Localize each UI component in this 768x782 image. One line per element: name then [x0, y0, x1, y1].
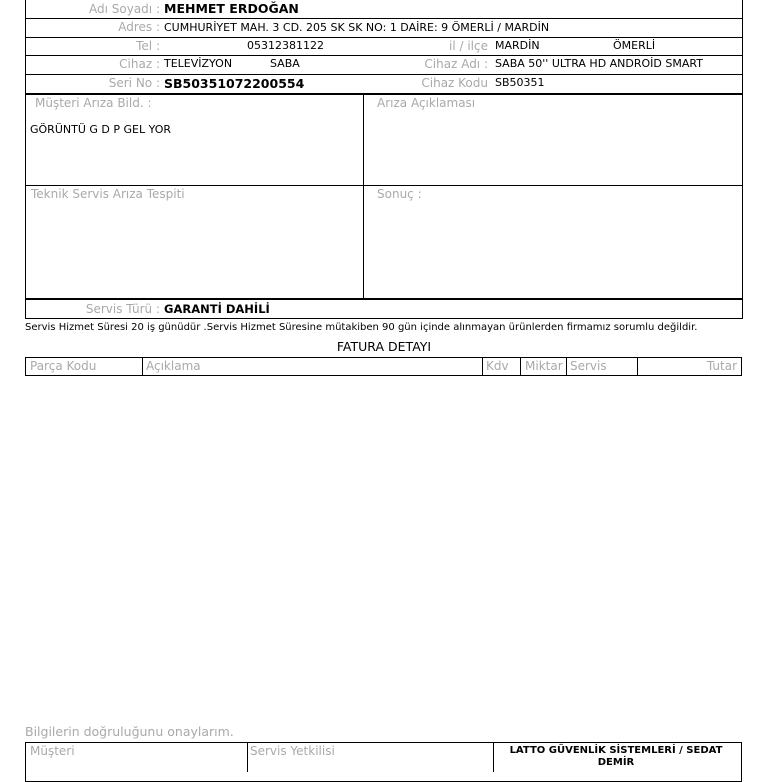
name-label: Adı Soyadı : — [89, 2, 160, 16]
col-part-code: Parça Kodu — [30, 359, 97, 373]
row-divider — [25, 74, 743, 75]
customer-fault-label: Müşteri Arıza Bild. : — [35, 96, 152, 110]
fault-grid-divider — [363, 94, 364, 299]
fault-grid-divider — [25, 185, 743, 186]
phone-label: Tel : — [136, 39, 160, 53]
invoice-col-divider — [482, 357, 483, 376]
customer-fault-text: GÖRÜNTÜ G D P GEL YOR — [30, 123, 172, 136]
customer-phone: 05312381122 — [247, 39, 324, 52]
col-quantity: Miktar — [525, 359, 563, 373]
fault-description-label: Arıza Açıklaması — [377, 96, 476, 110]
customer-city: MARDİN — [495, 39, 540, 52]
invoice-col-divider — [637, 357, 638, 376]
row-divider — [25, 37, 743, 38]
device-code: SB50351 — [495, 76, 545, 89]
device-type-label: Cihaz : — [119, 57, 160, 71]
customer-signature-label: Müşteri — [30, 744, 75, 758]
invoice-col-divider — [566, 357, 567, 376]
device-serial: SB50351072200554 — [164, 76, 305, 91]
company-name: LATTO GÜVENLİK SİSTEMLERİ / SEDAT DEMİR — [509, 745, 723, 768]
service-type-label: Servis Türü : — [85, 302, 160, 316]
invoice-title: FATURA DETAYI — [336, 339, 432, 354]
customer-district: ÖMERLİ — [613, 39, 656, 52]
invoice-col-divider — [520, 357, 521, 376]
city-label: il / ilçe — [449, 39, 488, 53]
device-code-label: Cihaz Kodu — [421, 76, 488, 90]
tech-fault-label: Teknik Servis Arıza Tespiti — [31, 187, 185, 201]
staff-signature-label: Servis Yetkilisi — [250, 744, 335, 758]
customer-address: CUMHURİYET MAH. 3 CD. 205 SK SK NO: 1 DAİRE: 9 ÖMERLİ / MARDİN — [164, 21, 550, 34]
row-divider — [25, 55, 743, 56]
service-notice: Servis Hizmet Süresi 20 iş günüdür .Servis Hizmet Süresine mütakiben 90 gün içinde alınmayan ürünlerden firmamız sorumlu değildir. — [25, 322, 698, 333]
col-vat: Kdv — [486, 359, 509, 373]
invoice-header-row — [25, 357, 742, 376]
device-name: SABA 50'' ULTRA HD ANDROİD SMART — [495, 57, 703, 70]
serial-label: Seri No : — [108, 76, 160, 90]
invoice-col-divider — [142, 357, 143, 376]
device-brand: SABA — [270, 57, 300, 70]
col-description: Açıklama — [146, 359, 201, 373]
service-type: GARANTİ DAHİLİ — [164, 302, 270, 316]
col-total: Tutar — [706, 359, 737, 373]
address-label: Adres : — [118, 20, 160, 34]
col-service: Servis — [570, 359, 607, 373]
row-divider — [25, 18, 743, 19]
result-label: Sonuç : — [377, 187, 422, 201]
device-type: TELEVİZYON — [164, 57, 233, 70]
customer-name: MEHMET ERDOĞAN — [164, 1, 299, 16]
device-name-label: Cihaz Adı : — [424, 57, 488, 71]
confirm-text: Bilgilerin doğruluğunu onaylarım. — [25, 724, 234, 739]
